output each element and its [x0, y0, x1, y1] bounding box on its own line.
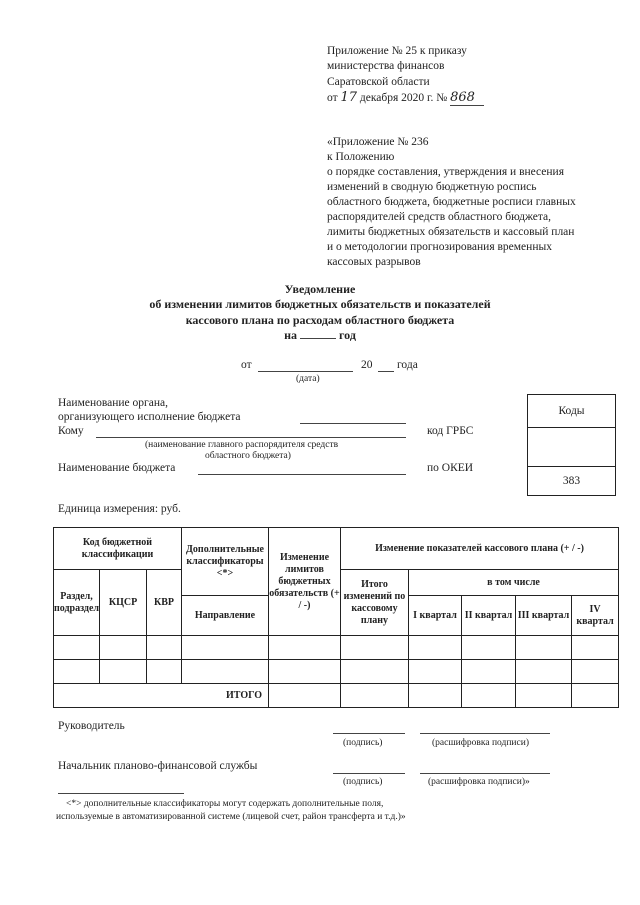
finance-sign-caption: (подпись)	[343, 777, 383, 787]
date-year-suffix: года	[397, 359, 418, 371]
finance-head-label: Начальник планово-финансовой службы	[58, 760, 258, 772]
head-label: Руководитель	[58, 720, 125, 732]
th-q4: IV квартал	[572, 596, 619, 636]
title-year-blank	[300, 338, 336, 339]
doc-title-line2: об изменении лимитов бюджетных обязательств и показателей	[149, 297, 491, 311]
head-sign-line	[333, 733, 405, 734]
handwritten-order-number: 868	[450, 90, 484, 106]
th-cash-change: Изменение показателей кассового плана (+ / -)	[341, 528, 619, 570]
title-year-suffix: год	[339, 328, 356, 342]
th-budget-class: Код бюджетной классификации	[54, 528, 182, 570]
appendix-line: «Приложение № 236	[327, 136, 429, 148]
th-direction: Направление	[182, 596, 269, 636]
org-label-line1: Наименование органа,	[58, 397, 168, 409]
appendix-block	[327, 135, 576, 270]
table-row	[54, 660, 619, 684]
grbs-code-cell	[528, 428, 616, 467]
footnote-line1: <*> дополнительные классификаторы могут содержать дополнительные поля,	[66, 799, 384, 809]
th-add-class: Дополнительные классификаторы <*>	[182, 528, 269, 596]
to-label: Кому	[58, 425, 84, 437]
okei-label: по ОКЕИ	[427, 462, 474, 474]
date-year-prefix: 20	[361, 359, 373, 371]
th-q3: III квартал	[516, 596, 572, 636]
appendix-line: о порядке составления, утверждения и внесения	[327, 166, 565, 178]
doc-title-line3: кассового плана по расходам областного бюджета	[185, 313, 455, 327]
appendix-line: распорядителей средств областного бюджета,	[327, 211, 552, 223]
th-total-change: Итого изменений по кассовому плану	[341, 570, 409, 636]
doc-title-line1: Уведомление	[284, 282, 356, 296]
th-limits-change: Изменение лимитов бюджетных обязательств (+ / -)	[269, 528, 341, 636]
handwritten-day: 17	[340, 90, 358, 105]
th-including: в том числе	[409, 570, 619, 596]
appendix-line: областного бюджета, бюджетные росписи главных	[327, 196, 576, 208]
codes-header: Коды	[528, 395, 616, 428]
attachment-date-line	[327, 90, 484, 106]
unit-label: Единица измерения: руб.	[58, 503, 181, 515]
head-sign-caption: (подпись)	[343, 738, 383, 748]
attachment-line2: министерства финансов	[327, 60, 445, 72]
th-kcsr: КЦСР	[100, 570, 147, 636]
finance-decode-line	[420, 773, 550, 774]
total-label: ИТОГО	[54, 684, 269, 708]
grbs-label: код ГРБС	[427, 425, 474, 437]
appendix-line: к Положению	[327, 151, 395, 163]
th-section: Раздел, подраздел	[54, 570, 100, 636]
footnote-separator	[58, 793, 184, 794]
th-q2: II квартал	[462, 596, 516, 636]
appendix-line: кассовых разрывов	[327, 256, 421, 268]
year-blank	[378, 371, 394, 372]
date-rest: декабря 2020 г. №	[359, 92, 448, 104]
appendix-line: лимиты бюджетных обязательств и кассовый план	[327, 226, 575, 238]
finance-decode-caption: (расшифровка подписи)»	[428, 777, 530, 787]
budget-label: Наименование бюджета	[58, 462, 176, 474]
to-caption-line1: (наименование главного распорядителя средств	[145, 440, 339, 450]
title-year-prefix: на	[284, 328, 298, 342]
attachment-line3: Саратовской области	[327, 76, 430, 88]
doc-title-line4	[0, 328, 640, 343]
th-kvr: КВР	[147, 570, 182, 636]
date-caption: (дата)	[296, 374, 320, 384]
date-prefix: от	[327, 92, 338, 104]
org-blank	[300, 423, 406, 424]
org-label-line2: организующего исполнение бюджета	[58, 411, 241, 423]
date-from-label: от	[241, 359, 252, 371]
appendix-line: изменений в сводную бюджетную роспись	[327, 181, 537, 193]
appendix-line: и о методологии прогнозирования временных	[327, 241, 552, 253]
codes-box	[527, 394, 616, 496]
head-decode-caption: (расшифровка подписи)	[432, 738, 529, 748]
to-caption-line2: областного бюджета)	[205, 451, 291, 461]
footnote-line2: используемые в автоматизированной системе (лицевой счет, район трансферта и т.д.)»	[56, 812, 406, 822]
total-row	[54, 684, 619, 708]
attachment-line1: Приложение № 25 к приказу	[327, 45, 467, 57]
okei-code-cell: 383	[528, 467, 616, 496]
head-decode-line	[420, 733, 550, 734]
budget-blank	[198, 474, 406, 475]
th-q1: I квартал	[409, 596, 462, 636]
finance-sign-line	[333, 773, 405, 774]
table-row	[54, 636, 619, 660]
budget-table	[53, 527, 619, 708]
